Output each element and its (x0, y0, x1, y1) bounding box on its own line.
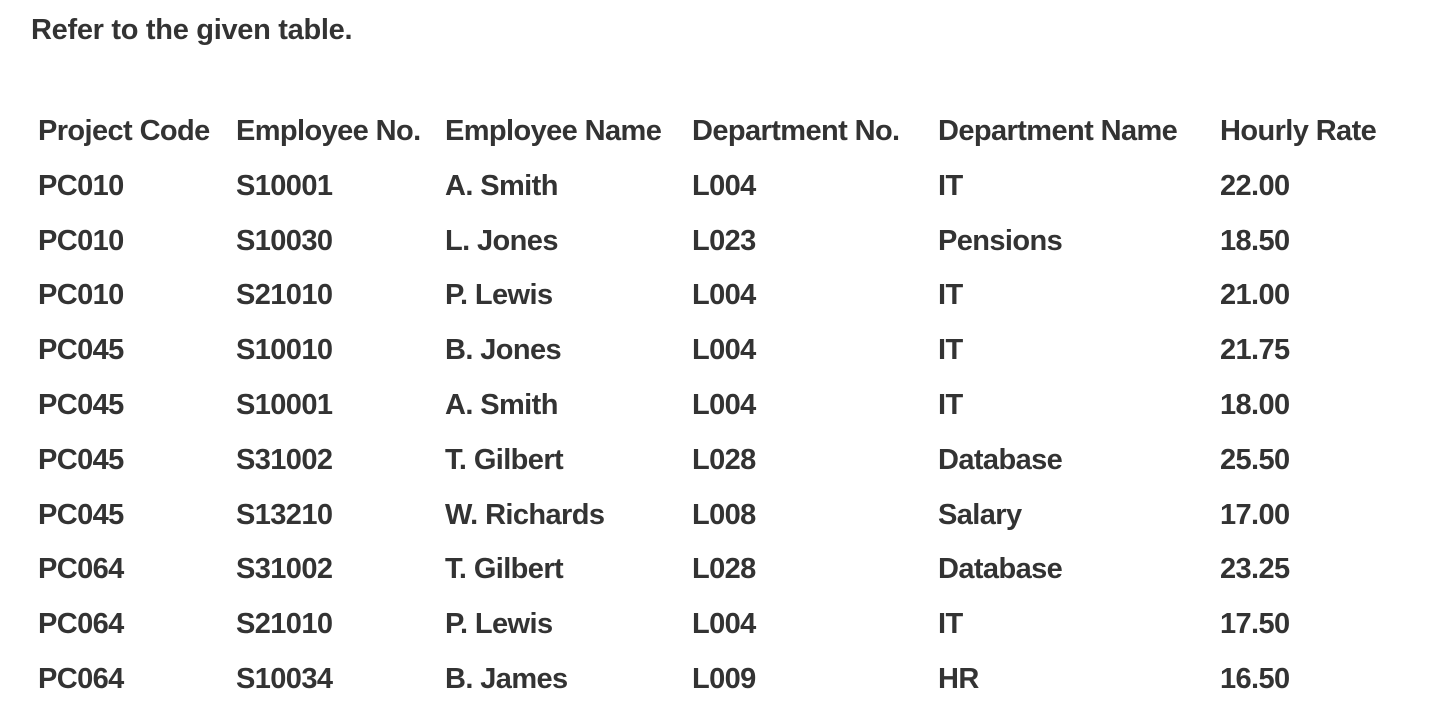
cell-hourly-rate: 22.00 (1220, 169, 1290, 202)
cell-hourly-rate: 21.00 (1220, 279, 1290, 312)
cell-project-code: PC010 (38, 224, 124, 257)
cell-department-no: L004 (692, 608, 756, 641)
cell-department-no: L008 (692, 498, 756, 531)
header-department-no: Department No. (692, 114, 900, 147)
header-department-name: Department Name (938, 114, 1178, 147)
cell-department-no: L023 (692, 224, 756, 257)
table-row (28, 488, 1418, 543)
cell-hourly-rate: 25.50 (1220, 443, 1290, 476)
cell-employee-no: S10001 (236, 169, 333, 202)
cell-department-name: IT (938, 608, 963, 641)
cell-employee-no: S21010 (236, 279, 333, 312)
cell-department-name: HR (938, 663, 979, 696)
cell-department-name: Database (938, 443, 1063, 476)
table-header (28, 103, 1418, 159)
cell-department-name: Database (938, 553, 1063, 586)
cell-project-code: PC064 (38, 553, 124, 586)
table-row (28, 159, 1418, 214)
cell-department-no: L004 (692, 389, 756, 422)
header-project-code: Project Code (38, 114, 210, 147)
cell-project-code: PC064 (38, 608, 124, 641)
table-row (28, 378, 1418, 433)
header-employee-name: Employee Name (445, 114, 662, 147)
cell-department-no: L009 (692, 663, 756, 696)
cell-department-no: L004 (692, 169, 756, 202)
cell-hourly-rate: 18.00 (1220, 389, 1290, 422)
cell-hourly-rate: 21.75 (1220, 334, 1290, 367)
cell-employee-name: T. Gilbert (445, 443, 564, 476)
cell-employee-name: A. Smith (445, 169, 558, 202)
cell-employee-no: S10030 (236, 224, 333, 257)
cell-hourly-rate: 18.50 (1220, 224, 1290, 257)
cell-project-code: PC064 (38, 663, 124, 696)
cell-employee-name: L. Jones (445, 224, 558, 257)
cell-employee-no: S10001 (236, 389, 333, 422)
cell-employee-name: W. Richards (445, 498, 605, 531)
table-row (28, 433, 1418, 488)
cell-employee-name: P. Lewis (445, 608, 553, 641)
cell-department-no: L004 (692, 334, 756, 367)
table-body (28, 159, 1418, 707)
table-row (28, 652, 1418, 707)
cell-employee-name: B. James (445, 663, 568, 696)
cell-hourly-rate: 23.25 (1220, 553, 1290, 586)
cell-department-name: IT (938, 279, 963, 312)
cell-department-name: IT (938, 334, 963, 367)
cell-project-code: PC045 (38, 443, 124, 476)
cell-project-code: PC045 (38, 334, 124, 367)
cell-employee-name: B. Jones (445, 334, 562, 367)
cell-employee-no: S13210 (236, 498, 333, 531)
cell-department-no: L004 (692, 279, 756, 312)
cell-hourly-rate: 17.00 (1220, 498, 1290, 531)
cell-employee-no: S10010 (236, 334, 333, 367)
cell-hourly-rate: 16.50 (1220, 663, 1290, 696)
cell-employee-no: S21010 (236, 608, 333, 641)
header-employee-no: Employee No. (236, 114, 421, 147)
cell-hourly-rate: 17.50 (1220, 608, 1290, 641)
cell-employee-name: T. Gilbert (445, 553, 564, 586)
cell-department-name: IT (938, 169, 963, 202)
table-row (28, 323, 1418, 378)
cell-department-no: L028 (692, 443, 756, 476)
cell-project-code: PC045 (38, 389, 124, 422)
cell-department-name: IT (938, 389, 963, 422)
table-row (28, 543, 1418, 598)
cell-project-code: PC010 (38, 169, 124, 202)
cell-employee-no: S31002 (236, 553, 333, 586)
cell-project-code: PC045 (38, 498, 124, 531)
header-row (28, 103, 1418, 159)
cell-employee-name: P. Lewis (445, 279, 553, 312)
cell-employee-no: S10034 (236, 663, 333, 696)
cell-employee-no: S31002 (236, 443, 333, 476)
employee-project-table (28, 103, 1418, 707)
table-row (28, 269, 1418, 324)
cell-department-name: Salary (938, 498, 1022, 531)
header-hourly-rate: Hourly Rate (1220, 114, 1377, 147)
table-row (28, 214, 1418, 269)
cell-department-no: L028 (692, 553, 756, 586)
table-row (28, 597, 1418, 652)
instruction-text: Refer to the given table. (31, 14, 353, 46)
cell-department-name: Pensions (938, 224, 1063, 257)
cell-employee-name: A. Smith (445, 389, 558, 422)
cell-project-code: PC010 (38, 279, 124, 312)
